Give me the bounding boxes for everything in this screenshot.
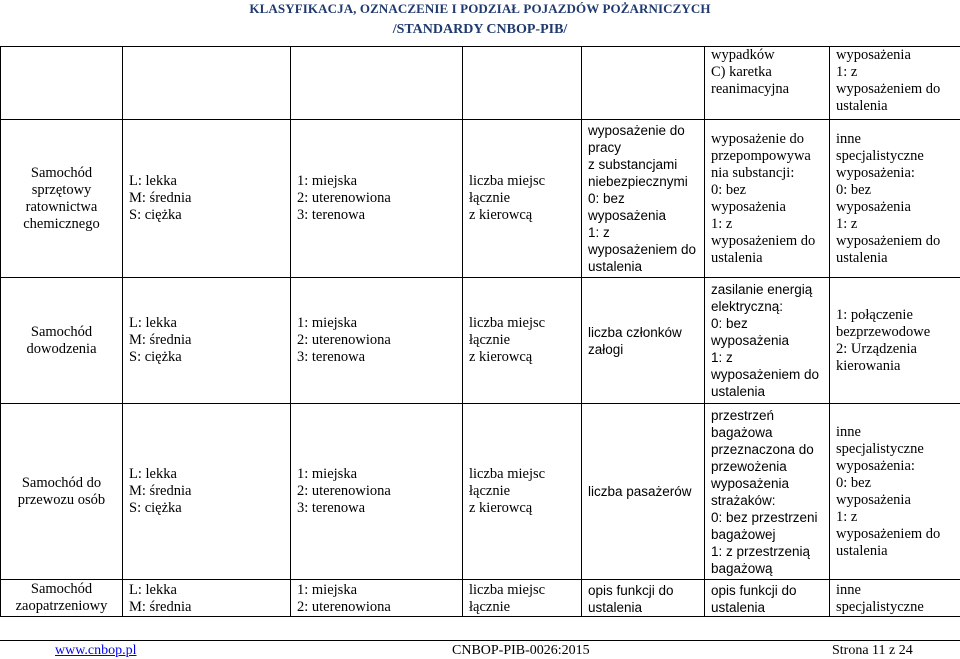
table-cell <box>291 47 463 120</box>
table-cell <box>463 404 582 580</box>
table-cell <box>291 120 463 278</box>
table-cell <box>830 47 960 120</box>
cell-text-line: 2: uterenowiona <box>297 332 391 348</box>
table-cell <box>463 120 582 278</box>
table-row <box>1 278 960 404</box>
cell-text-line: 1: z <box>711 215 733 232</box>
cell-text-line: wyposażeniem do <box>711 232 816 249</box>
cell-text-line: z kierowcą <box>469 500 533 516</box>
cell-text-line: przestrzeń <box>711 407 775 423</box>
cell-text-line: chemicznego <box>23 215 100 232</box>
cell-text-line: wyposażenie do <box>711 130 805 147</box>
cell-text-line: z substancjami <box>588 157 678 172</box>
cell-text-line: 2: uterenowiona <box>297 483 391 499</box>
cell-text-line: wyposażeniem do <box>711 367 820 382</box>
cell-text-line: 3: terenowa <box>297 500 366 516</box>
cell-text-line: 1: miejska <box>297 173 358 189</box>
table-cell <box>123 580 291 617</box>
cell-text-line: reanimacyjna <box>711 81 790 97</box>
table-cell <box>582 47 705 120</box>
cell-text-line: 0: bez <box>711 316 748 331</box>
cell-text-line: wyposażenia <box>711 475 790 491</box>
cell-text-line: L: lekka <box>129 582 177 598</box>
cell-text-line: 1: połączenie <box>836 306 913 323</box>
cell-text-line: ustalenia <box>711 384 766 399</box>
cell-text-line: ratownictwa <box>25 198 98 215</box>
cell-text-line: 1: z <box>588 225 610 240</box>
cell-text-line: niebezpiecznymi <box>588 174 688 189</box>
cell-text-line: bagażowej <box>711 526 776 542</box>
cell-text-line: wyposażenie do <box>588 123 685 138</box>
table-cell <box>705 404 830 580</box>
cell-text-line: zasilanie energią <box>711 282 813 297</box>
vehicle-classification-table <box>0 46 960 617</box>
cell-text-line: 3: terenowa <box>297 349 366 365</box>
cell-text-line: C) karetka <box>711 64 772 80</box>
table-row <box>1 580 960 617</box>
cell-text-line: 2: uterenowiona <box>297 190 391 206</box>
table-cell <box>705 47 830 120</box>
vehicle-name-cell <box>1 580 123 617</box>
cell-text-line: liczba członków <box>588 324 682 340</box>
cell-text-line: 1: z <box>836 64 858 80</box>
cell-text-line: specjalistyczne <box>836 147 924 164</box>
table-cell <box>830 404 960 580</box>
cell-text-line: wyposażenia: <box>836 164 915 181</box>
cell-text-line: bezprzewodowe <box>836 323 931 340</box>
table-cell <box>463 278 582 404</box>
cell-text-line: 0: bez <box>711 181 747 198</box>
cell-text-line: inne <box>836 423 861 440</box>
cell-text-line: S: ciężka <box>129 349 182 365</box>
cell-text-line: 2: uterenowiona <box>297 599 391 615</box>
cell-text-line: wyposażenia <box>711 333 790 348</box>
cell-text-line: 0: bez <box>836 181 872 198</box>
cell-text-line: Samochód <box>30 164 93 181</box>
cell-text-line: S: ciężka <box>129 207 182 223</box>
cell-text-line: wyposażenia <box>836 198 911 215</box>
cell-text-line: liczba miejsc <box>469 466 546 482</box>
cell-text-line: liczba miejsc <box>469 173 546 189</box>
cell-text-line: Samochód <box>30 581 93 597</box>
vehicle-name-cell <box>1 278 123 404</box>
cell-text-line: wyposażenia: <box>836 457 915 474</box>
footer-divider <box>0 640 960 641</box>
table-cell <box>830 580 960 617</box>
document-code: CNBOP-PIB-0026:2015 <box>452 643 590 658</box>
cell-text-line: wyposażeniem do <box>836 81 941 97</box>
vehicle-name-cell <box>1 404 123 580</box>
website-link[interactable]: www.cnbop.pl <box>55 643 137 658</box>
cell-text-line: przewozu osób <box>17 491 106 508</box>
table-cell <box>1 47 123 120</box>
cell-text-line: specjalistyczne <box>836 599 924 615</box>
table-cell <box>291 278 463 404</box>
cell-text-line: specjalistyczne <box>836 440 924 457</box>
cell-text-line: L: lekka <box>129 173 177 189</box>
table-cell <box>705 278 830 404</box>
cell-text-line: liczba pasażerów <box>588 484 692 499</box>
cell-text-line: 1: z <box>836 508 858 525</box>
cell-text-line: opis funkcji do <box>711 583 797 598</box>
cell-text-line: 1: miejska <box>297 582 358 598</box>
cell-text-line: zaopatrzeniowy <box>15 598 108 614</box>
cell-text-line: inne <box>836 130 861 147</box>
cell-text-line: 2: Urządzenia <box>836 340 917 357</box>
cell-text-line: M: średnia <box>129 599 192 615</box>
table-cell <box>123 278 291 404</box>
table-cell <box>291 580 463 617</box>
cell-text-line: łącznie <box>469 599 511 615</box>
document-header-title: KLASYFIKACJA, OZNACZENIE I PODZIAŁ POJAZDÓW POŻARNICZYCH <box>249 1 711 16</box>
table-cell <box>705 580 830 617</box>
table-cell <box>705 120 830 278</box>
cell-text-line: przewożenia <box>711 458 787 474</box>
cell-text-line: nia substancji: <box>711 164 795 181</box>
cell-text-line: M: średnia <box>129 190 192 206</box>
table-cell <box>830 120 960 278</box>
cell-text-line: liczba miejsc <box>469 582 546 598</box>
cell-text-line: ustalenia <box>711 600 766 615</box>
cell-text-line: łącznie <box>469 332 511 348</box>
cell-text-line: łącznie <box>469 190 511 206</box>
table-cell <box>291 404 463 580</box>
vehicle-name-cell <box>1 120 123 278</box>
cell-text-line: opis funkcji do <box>588 583 674 598</box>
cell-text-line: sprzętowy <box>31 181 92 198</box>
table-row <box>1 120 960 278</box>
cell-text-line: strażaków: <box>711 492 776 508</box>
cell-text-line: wyposażeniem do <box>836 232 941 249</box>
cell-text-line: M: średnia <box>129 483 192 499</box>
table-cell <box>582 580 705 617</box>
cell-text-line: bagażowa <box>711 424 773 440</box>
cell-text-line: 1: miejska <box>297 315 358 331</box>
table-cell <box>123 47 291 120</box>
cell-text-line: wyposażenia <box>711 198 786 215</box>
cell-text-line: przepompowywa <box>711 147 811 164</box>
cell-text-line: ustalenia <box>836 542 888 559</box>
cell-text-line: 1: z <box>711 350 733 365</box>
page-footer <box>0 640 960 659</box>
cell-text-line: kierowania <box>836 357 901 374</box>
cell-text-line: bagażową <box>711 560 773 576</box>
cell-text-line: 0: bez przestrzeni <box>711 509 818 525</box>
cell-text-line: załogi <box>588 341 624 357</box>
cell-text-line: M: średnia <box>129 332 192 348</box>
cell-text-line: ustalenia <box>836 98 888 114</box>
cell-text-line: ustalenia <box>588 600 643 615</box>
table-cell <box>582 120 705 278</box>
table-row <box>1 404 960 580</box>
cell-text-line: 1: z przestrzenią <box>711 543 811 559</box>
document-header-subtitle: /STANDARDY CNBOP-PIB/ <box>392 22 568 37</box>
cell-text-line: elektryczną: <box>711 299 784 314</box>
cell-text-line: wyposażeniem do <box>588 242 697 257</box>
cell-text-line: wypadków <box>711 47 775 63</box>
cell-text-line: Samochód do <box>21 474 102 491</box>
cell-text-line: wyposażenia <box>836 491 911 508</box>
cell-text-line: liczba miejsc <box>469 315 546 331</box>
cell-text-line: 0: bez <box>836 474 872 491</box>
cell-text-line: wyposażeniem do <box>836 525 941 542</box>
cell-text-line: L: lekka <box>129 466 177 482</box>
cell-text-line: 1: miejska <box>297 466 358 482</box>
table-cell <box>123 404 291 580</box>
cell-text-line: 0: bez <box>588 191 625 206</box>
cell-text-line: 3: terenowa <box>297 207 366 223</box>
cell-text-line: ustalenia <box>711 249 763 266</box>
page-number: Strona 11 z 24 <box>832 643 913 658</box>
table-row <box>1 47 960 120</box>
table-cell <box>582 278 705 404</box>
cell-text-line: inne <box>836 582 861 598</box>
cell-text-line: wyposażenia <box>836 47 911 63</box>
cell-text-line: przeznaczona do <box>711 441 814 457</box>
cell-text-line: ustalenia <box>588 259 643 274</box>
cell-text-line: pracy <box>588 140 622 155</box>
cell-text-line: 1: z <box>836 215 858 232</box>
table-cell <box>123 120 291 278</box>
cell-text-line: z kierowcą <box>469 207 533 223</box>
cell-text-line: wyposażenia <box>588 208 667 223</box>
cell-text-line: L: lekka <box>129 315 177 331</box>
table-cell <box>582 404 705 580</box>
cell-text-line: łącznie <box>469 483 511 499</box>
table-cell <box>463 580 582 617</box>
table-cell <box>463 47 582 120</box>
cell-text-line: S: ciężka <box>129 500 182 516</box>
cell-text-line: Samochód <box>30 323 93 340</box>
cell-text-line: z kierowcą <box>469 349 533 365</box>
cell-text-line: dowodzenia <box>26 340 97 357</box>
cell-text-line: ustalenia <box>836 249 888 266</box>
table-cell <box>830 278 960 404</box>
